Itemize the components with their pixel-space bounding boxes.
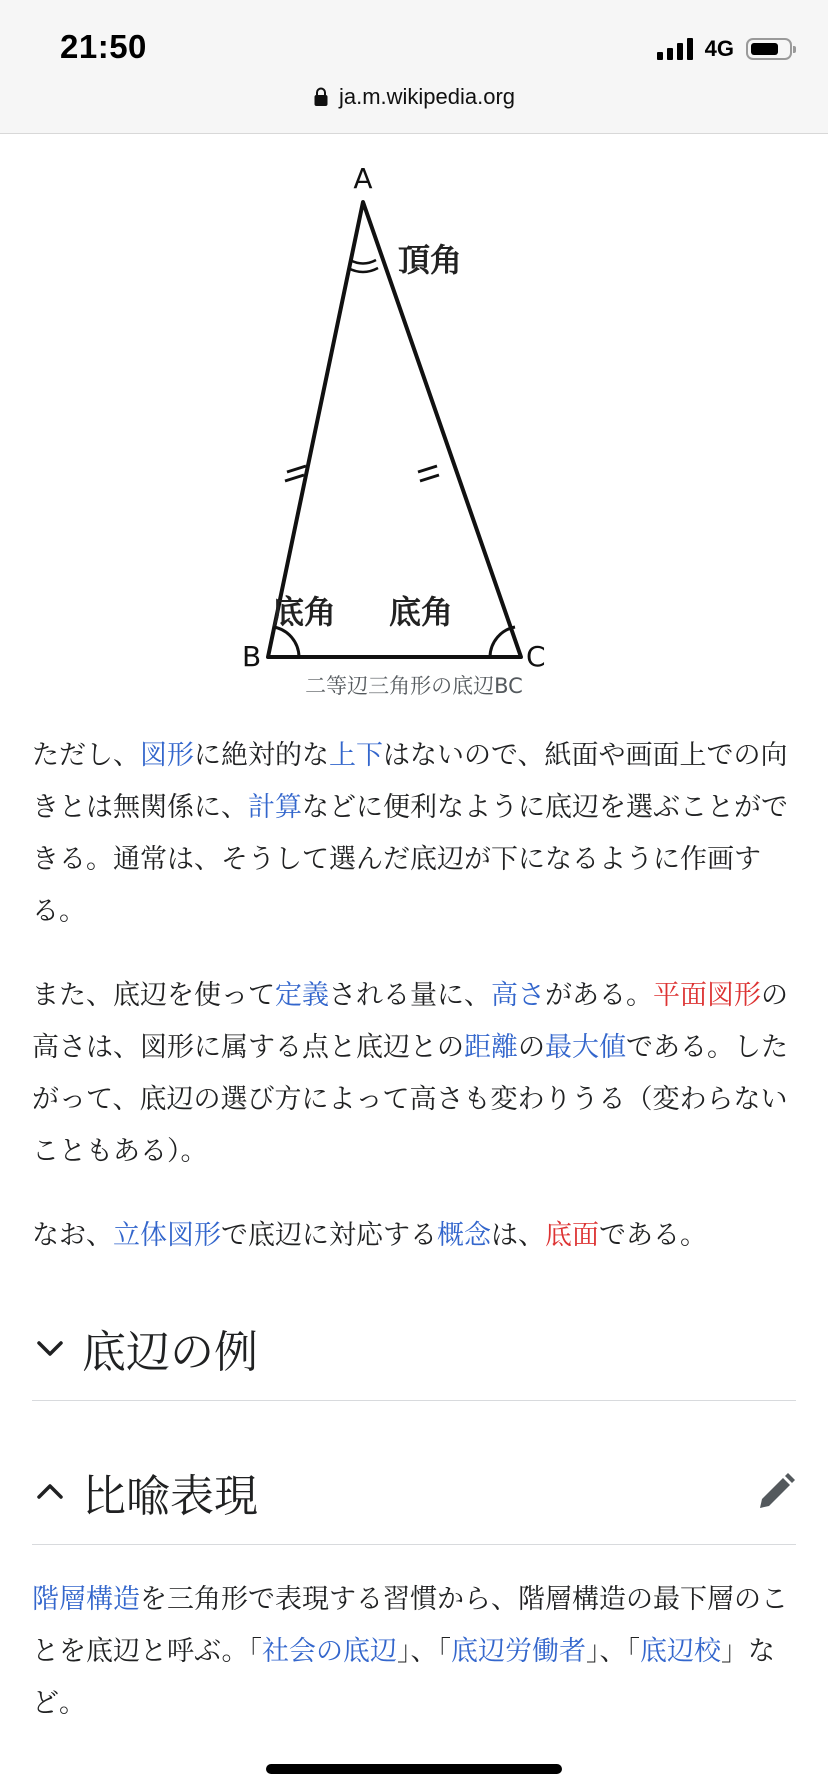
chevron-up-icon <box>32 1474 68 1510</box>
link-figure[interactable]: 図形 <box>140 740 194 771</box>
link-maximum[interactable]: 最大値 <box>545 1032 626 1063</box>
paragraph-3 <box>32 1210 796 1262</box>
text: などに便利なように底辺を選ぶことができる。通常は、そうして選んだ底辺が下になるように作画する。 <box>32 792 788 927</box>
network-type: 4G <box>704 36 734 61</box>
text: 」、「 <box>397 1636 452 1667</box>
url-text: ja.m.wikipedia.org <box>338 84 516 109</box>
text: を三角形で表現する習慣から、階層構造の最下層のことを底辺と呼ぶ。「 <box>32 1584 788 1667</box>
link-concept[interactable]: 概念 <box>437 1220 491 1251</box>
text: の高さは、図形に属する点と底辺との <box>32 980 788 1063</box>
isosceles-triangle-figure <box>232 154 592 674</box>
text: 」など。 <box>32 1636 776 1719</box>
text: の <box>518 1032 545 1063</box>
base-angle-label-right: 底角 <box>389 593 454 631</box>
address-bar[interactable] <box>0 84 828 110</box>
text: 」、「 <box>586 1636 641 1667</box>
redlink-base-face[interactable]: 底面 <box>545 1220 599 1251</box>
battery-level <box>751 43 778 55</box>
text: される量に、 <box>329 980 491 1011</box>
link-bottom-school[interactable]: 底辺校 <box>640 1636 722 1667</box>
status-time: 21:50 <box>60 28 147 65</box>
status-indicators <box>657 36 792 62</box>
apex-angle-label: 頂角 <box>398 241 463 279</box>
triangle-outline <box>268 202 521 657</box>
text: はないので、紙面や画面上での向きとは無関係に、 <box>32 740 788 823</box>
link-up-down[interactable]: 上下 <box>329 740 383 771</box>
section-title-metaphor: 比喩表現 <box>82 1471 258 1522</box>
text: に絶対的な <box>194 740 329 771</box>
browser-top-bar <box>0 0 828 134</box>
vertex-label-c: C <box>526 640 546 673</box>
triangle-diagram <box>232 154 592 674</box>
apex-angle-arc-2 <box>348 268 378 272</box>
base-angle-label-left: 底角 <box>272 593 337 631</box>
link-definition[interactable]: 定義 <box>275 980 329 1011</box>
text: なお、 <box>32 1220 113 1251</box>
base-angle-arc-left <box>274 627 299 657</box>
text: である。 <box>599 1220 707 1251</box>
text: である。したがって、底辺の選び方によって高さも変わりうる（変わらないこともある）。 <box>32 1032 788 1167</box>
home-indicator[interactable] <box>266 1764 562 1774</box>
redlink-plane-figure[interactable]: 平面図形 <box>653 980 761 1011</box>
lock-icon <box>313 87 329 107</box>
equal-side-tick-right <box>418 466 439 481</box>
text: がある。 <box>545 980 653 1011</box>
link-low-wage-workers[interactable]: 底辺労働者 <box>451 1636 587 1667</box>
text: は、 <box>491 1220 545 1251</box>
figure-caption: 二等辺三角形の底辺BC <box>305 674 523 698</box>
chevron-down-icon <box>32 1330 68 1366</box>
apex-angle-arc-1 <box>350 260 376 264</box>
vertex-label-a: A <box>353 162 373 195</box>
paragraph-2 <box>32 970 796 1178</box>
link-hierarchy[interactable]: 階層構造 <box>32 1584 140 1615</box>
link-bottom-of-society[interactable]: 社会の底辺 <box>262 1636 398 1667</box>
cell-signal-icon <box>657 38 693 60</box>
link-height[interactable]: 高さ <box>491 980 545 1011</box>
text: で底辺に対応する <box>221 1220 437 1251</box>
section-header-examples[interactable] <box>32 1296 796 1401</box>
vertex-label-b: B <box>242 640 262 673</box>
link-distance[interactable]: 距離 <box>464 1032 518 1063</box>
battery-icon <box>746 38 792 60</box>
section-title-examples: 底辺の例 <box>82 1327 258 1378</box>
paragraph-1 <box>32 730 796 938</box>
paragraph-4 <box>32 1574 796 1730</box>
text: また、底辺を使って <box>32 980 275 1011</box>
link-solid-figure[interactable]: 立体図形 <box>113 1220 221 1251</box>
equal-side-tick-left <box>285 466 306 481</box>
section-header-metaphor[interactable] <box>32 1440 796 1545</box>
pencil-icon[interactable] <box>756 1472 796 1512</box>
link-calculation[interactable]: 計算 <box>248 792 302 823</box>
text: ただし、 <box>32 740 140 771</box>
